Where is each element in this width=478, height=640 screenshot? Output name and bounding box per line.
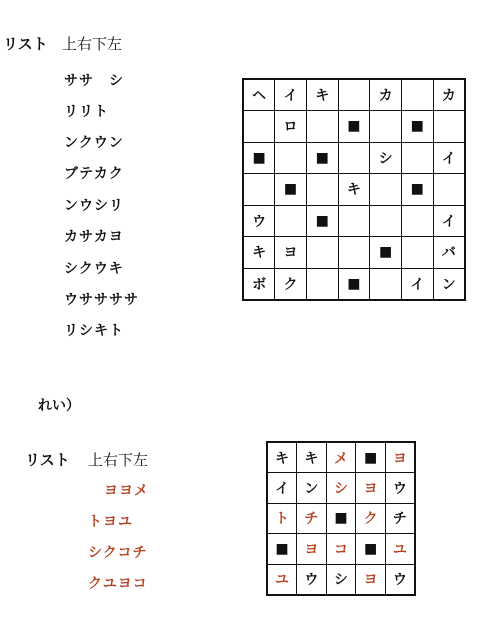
blocked-cell: ■ [356, 442, 386, 473]
list-item: ンウシリ [64, 198, 124, 214]
blocked-cell: ■ [338, 268, 370, 300]
grid-row [243, 237, 465, 269]
grid-cell: イ [275, 79, 307, 111]
blocked-cell: ■ [306, 142, 338, 174]
grid-cell [370, 268, 402, 300]
grid-cell: ウ [385, 564, 415, 595]
grid-row [243, 174, 465, 206]
grid-cell [275, 205, 307, 237]
grid-cell: ヨ [385, 442, 415, 473]
grid-cell [433, 111, 465, 143]
grid-cell: シ [326, 564, 356, 595]
grid-cell [306, 174, 338, 206]
grid-cell: ロ [275, 111, 307, 143]
list-item: リリト [64, 104, 109, 120]
grid-cell: キ [306, 79, 338, 111]
grid-cell [275, 142, 307, 174]
grid-cell: ク [275, 268, 307, 300]
blocked-cell: ■ [370, 237, 402, 269]
list-item: カサカヨ [64, 229, 124, 245]
grid-cell [338, 142, 370, 174]
grid-cell: バ [433, 237, 465, 269]
grid-cell: イ [433, 205, 465, 237]
example-directions-label: 上右下左 [88, 451, 149, 469]
grid-cell [306, 237, 338, 269]
blocked-cell: ■ [326, 503, 356, 534]
grid-cell: ン [297, 473, 327, 504]
grid-cell: イ [401, 268, 433, 300]
grid-cell [243, 111, 275, 143]
grid-cell [338, 237, 370, 269]
grid-cell: チ [297, 503, 327, 534]
grid-cell: キ [267, 442, 297, 473]
grid-cell [401, 237, 433, 269]
grid-row [243, 205, 465, 237]
blocked-cell: ■ [401, 174, 433, 206]
grid-cell [243, 174, 275, 206]
grid-cell: キ [297, 442, 327, 473]
grid-cell: ク [356, 503, 386, 534]
grid-cell [370, 111, 402, 143]
grid-cell: キ [243, 237, 275, 269]
grid-cell: ウ [297, 564, 327, 595]
grid-row [243, 111, 465, 143]
grid-cell [433, 174, 465, 206]
grid-cell: ヨ [297, 534, 327, 565]
grid-cell: カ [433, 79, 465, 111]
grid-cell: ウ [243, 205, 275, 237]
grid-cell: ン [433, 268, 465, 300]
grid-cell [306, 268, 338, 300]
grid-cell: イ [267, 473, 297, 504]
example-list-label: リスト [25, 451, 70, 469]
grid-cell: ヨ [356, 564, 386, 595]
grid-cell: メ [326, 442, 356, 473]
list-item: ササ シ [64, 73, 124, 89]
grid-cell [370, 205, 402, 237]
blocked-cell: ■ [401, 111, 433, 143]
grid-cell [401, 205, 433, 237]
example-grid [266, 441, 416, 596]
list-item: リシキト [64, 323, 124, 339]
grid-cell [306, 111, 338, 143]
list-item: ブテカク [64, 166, 124, 182]
blocked-cell: ■ [356, 534, 386, 565]
grid-row [267, 503, 415, 534]
grid-cell [401, 142, 433, 174]
grid-cell: ボ [243, 268, 275, 300]
list-label: リスト [3, 35, 48, 53]
grid-cell: ユ [385, 534, 415, 565]
grid-cell: シ [370, 142, 402, 174]
list-item: トヨユ [88, 514, 133, 530]
grid-cell: カ [370, 79, 402, 111]
grid-cell: ウ [385, 473, 415, 504]
list-item: ヨヨメ [104, 483, 149, 499]
list-item: シクコチ [88, 545, 148, 561]
grid-row [267, 473, 415, 504]
grid-cell: ト [267, 503, 297, 534]
grid-row [243, 79, 465, 111]
list-item: シクウキ [64, 261, 124, 277]
grid-cell: イ [433, 142, 465, 174]
grid-cell: ヘ [243, 79, 275, 111]
grid-row [267, 442, 415, 473]
directions-label: 上右下左 [62, 35, 123, 53]
grid-row [243, 142, 465, 174]
grid-cell: キ [338, 174, 370, 206]
grid-cell [370, 174, 402, 206]
blocked-cell: ■ [275, 174, 307, 206]
puzzle-grid [242, 78, 466, 301]
blocked-cell: ■ [243, 142, 275, 174]
blocked-cell: ■ [267, 534, 297, 565]
grid-cell: チ [385, 503, 415, 534]
grid-cell: ヨ [356, 473, 386, 504]
grid-cell: コ [326, 534, 356, 565]
grid-cell: ユ [267, 564, 297, 595]
grid-row [267, 564, 415, 595]
grid-row [243, 268, 465, 300]
blocked-cell: ■ [306, 205, 338, 237]
list-item: ンクウン [64, 135, 124, 151]
grid-row [267, 534, 415, 565]
grid-cell [338, 79, 370, 111]
example-heading: れい） [38, 398, 80, 414]
list-item: クユヨコ [88, 576, 148, 592]
list-item: ウササササ [64, 292, 139, 308]
blocked-cell: ■ [338, 111, 370, 143]
grid-cell: シ [326, 473, 356, 504]
grid-cell [338, 205, 370, 237]
grid-cell: ヨ [275, 237, 307, 269]
grid-cell [401, 79, 433, 111]
